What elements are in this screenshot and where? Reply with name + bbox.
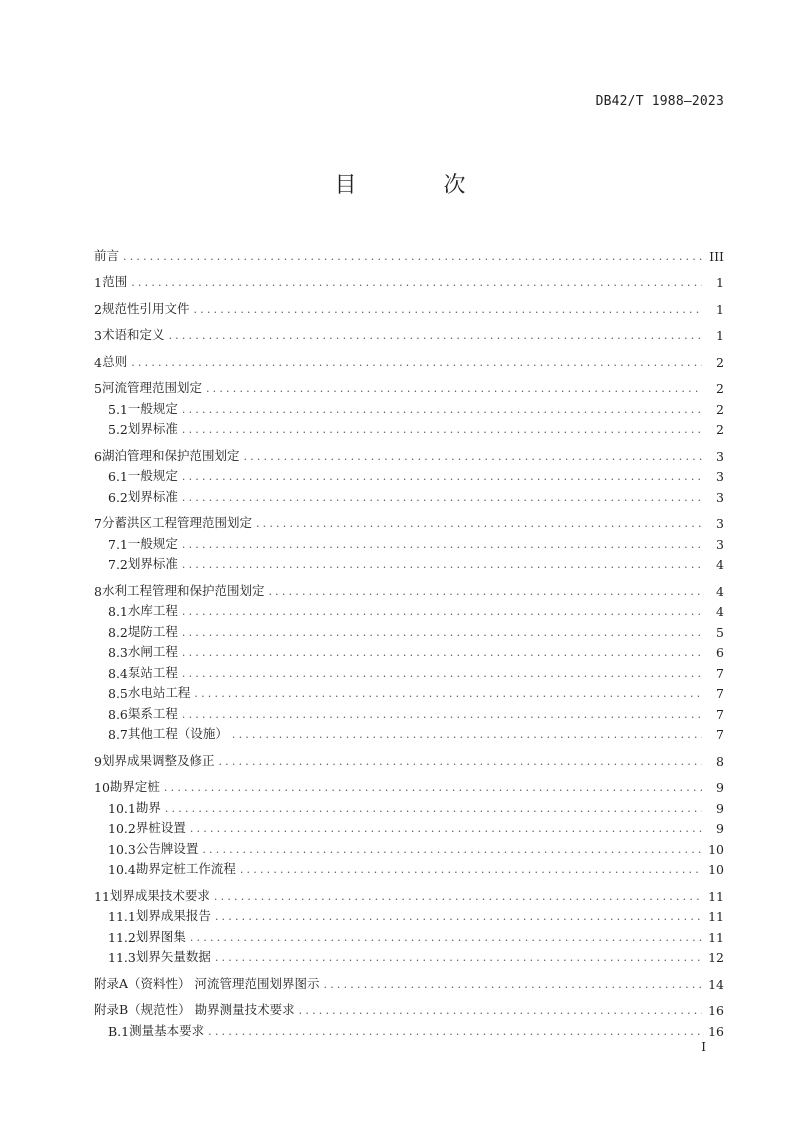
toc-entry-number: 5	[94, 381, 102, 396]
toc-entry[interactable]	[94, 396, 724, 417]
toc-entry-number: 1	[94, 275, 102, 290]
toc-entry-page: 14	[708, 976, 724, 992]
toc-entry-label: 公告牌设置	[135, 840, 199, 856]
toc-leader-dots	[232, 728, 702, 742]
toc-entry[interactable]	[94, 619, 724, 640]
toc-entry-page: 10	[708, 841, 724, 857]
toc-entry[interactable]	[94, 924, 724, 945]
toc-entry-number: 7	[94, 516, 102, 531]
toc-entry-label: 划界标准	[127, 421, 178, 436]
toc-entry-page: 10	[708, 862, 724, 877]
toc-leader-dots	[256, 517, 702, 531]
toc-entry-page: 4	[716, 604, 724, 619]
toc-entry[interactable]	[94, 904, 724, 925]
toc-entry[interactable]	[94, 1018, 724, 1039]
toc-entry-page: 4	[716, 583, 724, 599]
toc-entry-page: 1	[716, 301, 724, 317]
toc-entry-number: 11	[94, 888, 110, 904]
toc-leader-dots	[190, 931, 702, 945]
toc-entry-page: 4	[716, 557, 724, 572]
toc-entry-number: 6.1	[108, 469, 128, 484]
toc-entry-page: 3	[716, 448, 724, 464]
toc-entry-number: 11.3	[108, 950, 136, 965]
toc-entry-number: 2	[94, 301, 102, 317]
toc-entry-number: 10	[94, 780, 110, 795]
toc-entry-label: 湖泊管理和保护范围划定	[101, 447, 240, 463]
toc-leader-dots	[206, 382, 702, 396]
toc-entry[interactable]	[94, 552, 724, 573]
toc-entry[interactable]	[94, 640, 724, 661]
toc-entry-number: 10.2	[108, 821, 136, 836]
toc-entry-label: 水利工程管理和保护范围划定	[101, 582, 265, 598]
toc-entry-number: 8.3	[108, 645, 128, 660]
toc-leader-dots	[182, 605, 702, 619]
toc-entry[interactable]	[94, 443, 724, 464]
toc-leader-dots	[165, 802, 702, 816]
toc-entry-page: 3	[716, 469, 724, 484]
toc-entry-page: 9	[716, 780, 724, 795]
toc-leader-dots	[168, 329, 702, 343]
toc-entry[interactable]	[94, 296, 724, 317]
toc-entry-label: 堤防工程	[127, 623, 178, 639]
toc-entry-page: 2	[716, 401, 724, 417]
toc-leader-dots	[243, 450, 702, 464]
toc-entry-number: 6.2	[108, 489, 128, 505]
toc-entry-number: 10.4	[108, 862, 136, 877]
toc-entry[interactable]	[94, 836, 724, 857]
toc-entry-page: 7	[716, 706, 724, 722]
toc-entry-page: 11	[708, 929, 724, 945]
toc-leader-dots	[182, 646, 702, 660]
toc-entry-page: 7	[716, 686, 724, 701]
toc-entry[interactable]	[94, 599, 724, 620]
toc-entry-label: 一般规定	[127, 468, 178, 483]
toc-entry-page: 1	[716, 275, 724, 290]
toc-entry-number: B.1	[108, 1023, 130, 1039]
toc-entry-page: 9	[716, 821, 724, 836]
toc-leader-dots	[182, 626, 702, 640]
toc-entry[interactable]	[94, 795, 724, 816]
toc-entry-page: 2	[716, 422, 724, 437]
toc-entry-label: 渠系工程	[127, 705, 178, 721]
toc-entry-number: 9	[94, 753, 102, 769]
toc-entry-label: 分蓄洪区工程管理范围划定	[101, 515, 252, 530]
page-number: I	[701, 1040, 706, 1054]
toc-entry-page: 1	[716, 328, 724, 343]
toc-entry-page: 16	[708, 1003, 724, 1018]
toc-leader-dots	[190, 822, 702, 836]
toc-entry[interactable]	[94, 484, 724, 505]
toc-leader-dots	[208, 1025, 702, 1039]
toc-entry-label: 勘界	[135, 799, 161, 815]
toc-leader-dots	[194, 687, 702, 701]
toc-leader-dots	[268, 585, 702, 599]
toc-entry-label: 勘界定桩	[109, 779, 160, 794]
toc-entry[interactable]	[94, 816, 724, 837]
toc-entry-number: 8.7	[108, 727, 128, 742]
toc-entry-page: 2	[716, 354, 724, 370]
toc-entry-number: 8.4	[108, 665, 128, 681]
toc-entry-label: 划界标准	[127, 488, 178, 504]
toc-leader-dots	[299, 1004, 702, 1018]
toc-entry-page: 3	[716, 536, 724, 552]
toc-entry[interactable]	[94, 971, 724, 992]
toc-entry-number: 5.1	[108, 401, 128, 417]
toc-entry-label: 水库工程	[127, 603, 178, 618]
toc-entry-page: 11	[708, 909, 724, 924]
toc-entry[interactable]	[94, 243, 724, 264]
toc-leader-dots	[182, 708, 702, 722]
toc-entry-number: 6	[94, 448, 102, 464]
toc-entry-label: 总则	[102, 353, 128, 369]
table-of-contents	[94, 243, 724, 1039]
page-title: 目 次	[334, 173, 506, 198]
toc-leader-dots	[182, 491, 702, 505]
toc-entry-label: 勘界定桩工作流程	[135, 861, 236, 876]
toc-leader-dots	[193, 303, 702, 317]
toc-entry-number: 7.1	[108, 536, 128, 552]
toc-entry-number: 3	[94, 328, 102, 343]
toc-entry[interactable]	[94, 376, 724, 397]
toc-entry-page: 6	[716, 645, 724, 660]
toc-entry-label: 河流管理范围划定	[101, 380, 202, 395]
toc-entry-label: 划界成果调整及修正	[101, 752, 215, 768]
toc-leader-dots	[182, 403, 702, 417]
toc-entry-page: III	[709, 248, 724, 264]
toc-entry-label: 附录A（资料性） 河流管理范围划界图示	[94, 975, 320, 991]
toc-entry-number: 11.1	[108, 909, 136, 924]
toc-entry-number: 10.1	[108, 800, 136, 816]
toc-entry-page: 3	[716, 489, 724, 505]
toc-leader-dots	[182, 538, 702, 552]
standard-code: DB42/T 1988—2023	[595, 94, 724, 109]
toc-entry-label: 水闸工程	[127, 644, 178, 659]
toc-entry-label: 划界标准	[127, 556, 178, 571]
toc-entry-number: 8	[94, 583, 102, 599]
toc-leader-dots	[240, 863, 702, 877]
toc-entry-page: 7	[716, 727, 724, 742]
toc-entry[interactable]	[94, 270, 724, 291]
toc-leader-dots	[182, 558, 702, 572]
toc-leader-dots	[215, 910, 702, 924]
toc-entry[interactable]	[94, 722, 724, 743]
toc-entry-label: 范围	[102, 274, 128, 289]
toc-entry-number: 4	[94, 354, 102, 370]
toc-entry[interactable]	[94, 511, 724, 532]
toc-entry-label: 水电站工程	[127, 685, 191, 700]
toc-entry-number: 11.2	[108, 929, 136, 945]
toc-entry-number: 8.5	[108, 686, 128, 701]
toc-entry-page: 8	[716, 753, 724, 769]
toc-leader-dots	[182, 470, 702, 484]
toc-leader-dots	[218, 755, 702, 769]
toc-entry[interactable]	[94, 417, 724, 438]
toc-entry-label: 一般规定	[127, 400, 178, 416]
toc-entry[interactable]	[94, 660, 724, 681]
toc-leader-dots	[324, 978, 702, 992]
toc-entry-label: 界桩设置	[135, 820, 186, 835]
toc-entry-label: 规范性引用文件	[101, 300, 190, 316]
toc-entry[interactable]	[94, 578, 724, 599]
toc-entry-label: 附录B（规范性） 勘界测量技术要求	[94, 1002, 295, 1017]
toc-leader-dots	[215, 951, 702, 965]
toc-leader-dots	[131, 356, 702, 370]
toc-entry-label: 一般规定	[127, 535, 178, 551]
toc-entry-page: 9	[716, 800, 724, 816]
toc-entry-label: 测量基本要求	[129, 1022, 205, 1038]
toc-leader-dots	[182, 667, 702, 681]
toc-entry[interactable]	[94, 464, 724, 485]
toc-entry[interactable]	[94, 531, 724, 552]
toc-entry-page: 12	[708, 950, 724, 965]
toc-entry-label: 泵站工程	[127, 664, 178, 680]
toc-entry-page: 7	[716, 665, 724, 681]
toc-entry-number: 10.3	[108, 841, 136, 857]
toc-entry[interactable]	[94, 883, 724, 904]
toc-leader-dots	[131, 276, 702, 290]
toc-leader-dots	[214, 890, 702, 904]
toc-leader-dots	[202, 843, 702, 857]
toc-entry[interactable]	[94, 857, 724, 878]
toc-entry-number: 5.2	[108, 422, 128, 437]
toc-entry-page: 16	[708, 1023, 724, 1039]
toc-entry-number: 8.2	[108, 624, 128, 640]
toc-entry-label: 划界图集	[135, 928, 186, 944]
toc-entry[interactable]	[94, 748, 724, 769]
toc-leader-dots	[123, 250, 702, 264]
toc-entry-label: 术语和定义	[101, 327, 165, 342]
toc-entry-page: 5	[716, 624, 724, 640]
toc-leader-dots	[182, 423, 702, 437]
toc-entry[interactable]	[94, 701, 724, 722]
toc-entry[interactable]	[94, 998, 724, 1019]
toc-entry-number: 8.1	[108, 604, 128, 619]
toc-entry[interactable]	[94, 323, 724, 344]
toc-entry-page: 2	[716, 381, 724, 396]
toc-entry-label: 划界成果技术要求	[109, 887, 210, 903]
toc-entry-label: 划界矢量数据	[135, 949, 211, 964]
toc-leader-dots	[164, 781, 702, 795]
toc-entry-number: 8.6	[108, 706, 128, 722]
toc-entry[interactable]	[94, 945, 724, 966]
toc-entry-label: 划界成果报告	[135, 908, 211, 923]
toc-entry-page: 11	[708, 888, 724, 904]
toc-entry-label: 前言	[94, 247, 120, 263]
toc-entry[interactable]	[94, 681, 724, 702]
toc-entry-label: 其他工程（设施）	[127, 726, 228, 741]
toc-entry[interactable]	[94, 775, 724, 796]
toc-entry-page: 3	[716, 516, 724, 531]
toc-entry-number: 7.2	[108, 557, 128, 572]
toc-entry[interactable]	[94, 349, 724, 370]
